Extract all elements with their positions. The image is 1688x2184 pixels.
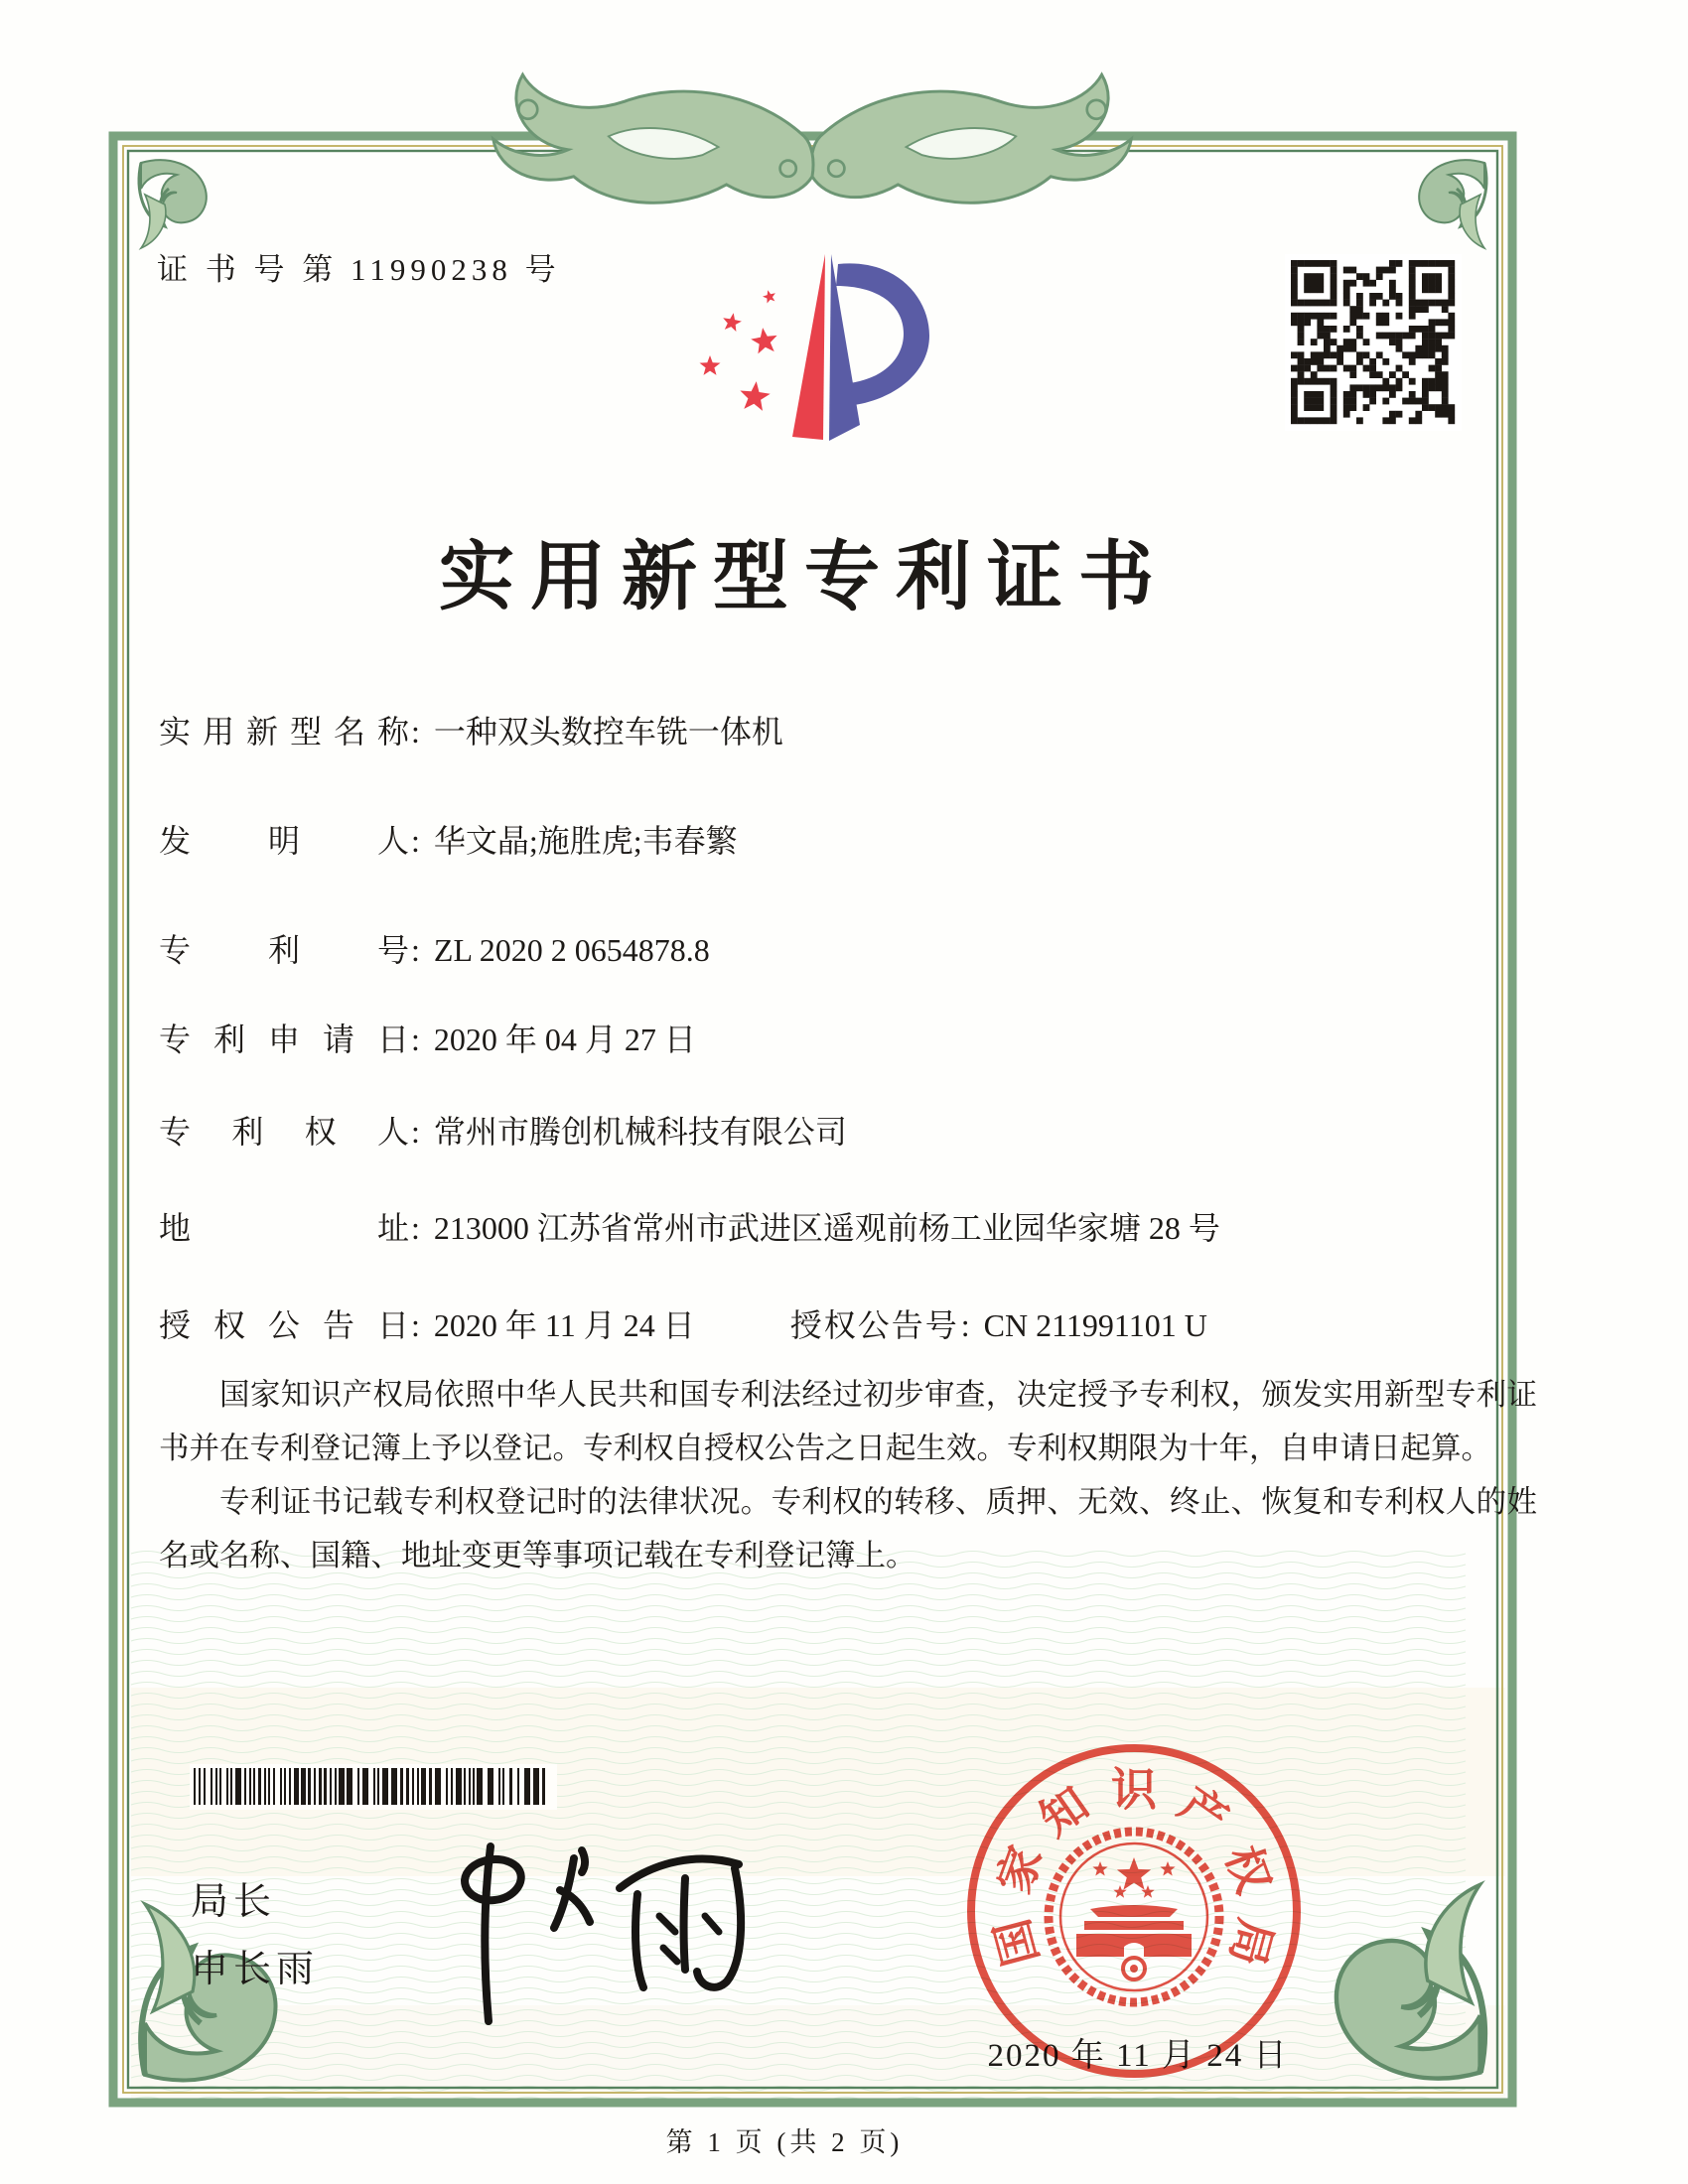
field-colon: : <box>411 823 420 859</box>
field-value: 华文晶;施胜虎;韦春繁 <box>433 823 738 859</box>
field-value: CN 211991101 U <box>983 1307 1207 1343</box>
page-footer: 第 1 页 (共 2 页) <box>665 2127 904 2157</box>
barcode-icon <box>190 1764 557 1810</box>
official-seal-icon <box>959 1736 1309 2086</box>
seal-date: 2020 年 11 月 24 日 <box>987 2038 1289 2074</box>
svg-text:识: 识 <box>1111 1764 1157 1816</box>
field-colon: : <box>411 932 420 968</box>
field-value: 213000 江苏省常州市武进区遥观前杨工业园华家塘 28 号 <box>433 1210 1220 1246</box>
certificate-number: 证 书 号 第 11990238 号 <box>157 252 561 287</box>
field-value: 常州市腾创机械科技有限公司 <box>433 1114 847 1150</box>
corner-flourish-icon <box>1336 1884 1484 2078</box>
field-value: ZL 2020 2 0654878.8 <box>433 932 710 968</box>
svg-text:国: 国 <box>986 1913 1048 1972</box>
field-row-name <box>159 707 783 752</box>
field-label: 授权公告号 <box>789 1307 959 1343</box>
corner-flourish-icon <box>139 160 207 248</box>
field-row-inventors <box>159 816 738 862</box>
field-row-patentee <box>159 1107 847 1153</box>
field-row-grant <box>159 1300 1207 1346</box>
field-label: 授权公告日 <box>159 1307 409 1343</box>
cnipa-patent-logo-icon <box>700 254 930 441</box>
certificate-title: 实用新型专利证书 <box>439 536 1170 619</box>
svg-text:家: 家 <box>988 1839 1053 1900</box>
field-row-patent-number <box>159 925 710 971</box>
svg-text:知: 知 <box>1031 1778 1098 1846</box>
field-colon: : <box>411 1022 420 1057</box>
field-label: 专利申请日 <box>159 1022 409 1057</box>
field-label: 实用新型名称 <box>159 714 409 750</box>
svg-text:局: 局 <box>1220 1913 1282 1972</box>
director-name: 申长雨 <box>191 1949 320 1990</box>
field-label: 专利号 <box>159 932 409 968</box>
national-emblem-icon <box>1049 1832 1219 2002</box>
field-label: 专利权人 <box>159 1114 409 1150</box>
field-value: 2020 年 11 月 24 日 <box>433 1307 695 1343</box>
director-title: 局长 <box>191 1881 277 1923</box>
qr-code-icon <box>1285 254 1462 431</box>
legal-paragraph: 专利证书记载专利权登记时的法律状况。专利权的转移、质押、无效、终止、恢复和专利权人的姓名或名称、国籍、地址变更等事项记载在专利登记簿上。 <box>159 1485 1537 1572</box>
field-value: 一种双头数控车铣一体机 <box>433 714 783 750</box>
legal-paragraph: 国家知识产权局依照中华人民共和国专利法经过初步审查，决定授予专利权，颁发实用新型专利证书并在专利登记簿上予以登记。专利权自授权公告之日起生效。专利权期限为十年，自申请日起算。 <box>159 1378 1537 1465</box>
field-colon: : <box>411 1307 420 1343</box>
field-row-filing-date <box>159 1015 696 1060</box>
field-colon: : <box>411 714 420 750</box>
field-row-address <box>159 1203 1220 1249</box>
svg-text:产: 产 <box>1170 1778 1237 1846</box>
field-value: 2020 年 04 月 27 日 <box>433 1022 696 1057</box>
field-colon: : <box>411 1210 420 1246</box>
corner-flourish-icon <box>1419 160 1486 248</box>
field-colon: : <box>960 1307 970 1343</box>
field-label: 发明人 <box>159 823 409 859</box>
legal-text <box>159 1368 1537 1582</box>
field-colon: : <box>411 1114 420 1150</box>
svg-text:权: 权 <box>1215 1839 1280 1900</box>
field-label: 地址 <box>159 1210 409 1246</box>
